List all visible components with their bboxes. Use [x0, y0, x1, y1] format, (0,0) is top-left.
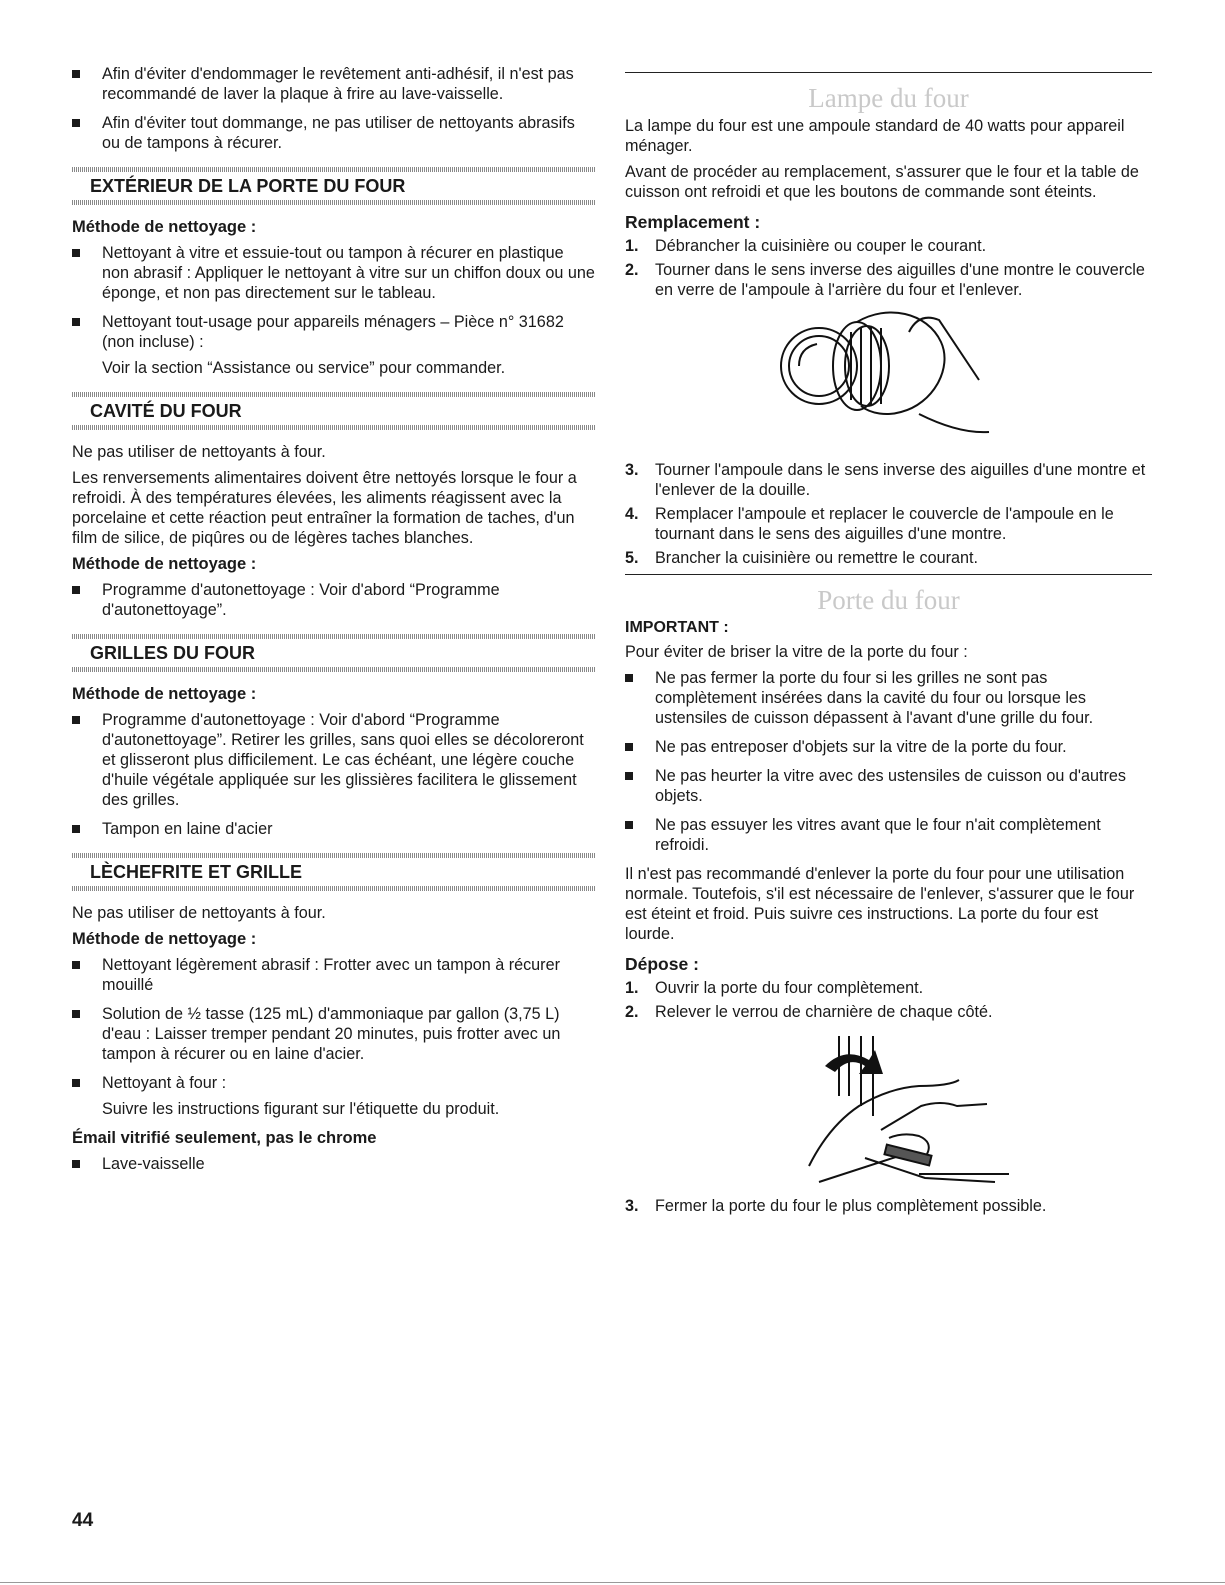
section-title-lamp: Lampe du four: [808, 83, 969, 113]
list-item-text: Nettoyant à four :: [102, 1074, 227, 1092]
divider: [625, 574, 1152, 575]
list-item: Afin d'éviter tout dommange, ne pas utiliser de nettoyants abrasifs ou de tampons à récurer.: [72, 113, 595, 153]
section-header-broiler: [72, 853, 595, 891]
list-item: Solution de ½ tasse (125 mL) d'ammoniaque par gallon (3,75 L) d'eau : Laisser tremper pendant 20 minutes, puis frotter avec un tampon à récurer ou en laine d'acier.: [72, 1004, 595, 1064]
paragraph: Ne pas utiliser de nettoyants à four.: [72, 443, 326, 461]
list-item: Ne pas heurter la vitre avec des ustensiles de cuisson ou d'autres objets.: [625, 766, 1152, 806]
page-number: 44: [72, 1510, 94, 1531]
divider: [625, 72, 1152, 73]
section-title: GRILLES DU FOUR: [90, 643, 255, 663]
subheading-removal: Dépose :: [625, 954, 699, 974]
step-item: 5. Brancher la cuisinière ou remettre le courant.: [625, 549, 979, 567]
method-label: Méthode de nettoyage :: [72, 685, 257, 703]
paragraph: Avant de procéder au remplacement, s'assurer que le four et la table de cuisson ont refroidi et que les boutons de commande sont éteints.: [625, 163, 1139, 201]
step-item: 1. Débrancher la cuisinière ou couper le courant.: [625, 237, 987, 255]
step-item: 3. Fermer la porte du four le plus complètement possible.: [625, 1197, 1047, 1215]
enamel-heading: Émail vitrifié seulement, pas le chrome: [72, 1129, 377, 1147]
list-item: [72, 1073, 595, 1119]
method-label: Méthode de nettoyage :: [72, 218, 257, 236]
sub-note: Suivre les instructions figurant sur l'étiquette du produit.: [102, 1100, 500, 1118]
list-item: Lave-vaisselle: [72, 1154, 595, 1174]
section-title: CAVITÉ DU FOUR: [90, 401, 242, 421]
step-item: 2. Tourner dans le sens inverse des aiguilles d'une montre le couvercle en verre de l'ampoule à l'arrière du four et l'enlever.: [625, 261, 1145, 299]
list-item: Afin d'éviter d'endommager le revêtement anti-adhésif, il n'est pas recommandé de laver la plaque à frire au lave-vaisselle.: [72, 64, 595, 104]
door-exterior-bullets: [72, 243, 595, 378]
step-item: 1. Ouvrir la porte du four complètement.: [625, 979, 924, 997]
enamel-bullets: [72, 1154, 595, 1174]
method-label: Méthode de nettoyage :: [72, 930, 257, 948]
hinge-latch-illustration: [769, 1026, 1009, 1186]
subheading-replacement: Remplacement :: [625, 212, 761, 232]
racks-bullets: [72, 710, 595, 839]
list-item-text: Nettoyant tout-usage pour appareils ménagers – Pièce n° 31682 (non incluse) :: [102, 313, 564, 351]
paragraph: Il n'est pas recommandé d'enlever la porte du four pour une utilisation normale. Toutefois, s'il est nécessaire de l'enlever, s'assurer que le four est éteint et froid. Puis suivre ces instructions. La porte du four est lourde.: [625, 865, 1135, 943]
intro-bullets: [72, 64, 595, 153]
sub-note: Voir la section “Assistance ou service” pour commander.: [102, 359, 506, 377]
paragraph: Les renversements alimentaires doivent être nettoyés lorsque le four a refroidi. À des températures élevées, les aliments réagissent avec la porcelaine et cette réaction peut entraîner la formation de taches, d'un film de silice, de piqûres ou de légères taches blanches.: [72, 469, 577, 547]
section-header-racks: [72, 634, 595, 672]
list-item: Nettoyant à vitre et essuie-tout ou tampon à récurer en plastique non abrasif : Appliquer le nettoyant à vitre sur un chiffon doux ou une éponge, et non pas directement sur le tableau.: [72, 243, 595, 303]
paragraph: Pour éviter de briser la vitre de la porte du four :: [625, 643, 968, 661]
bulb-cover-illustration: [769, 304, 1009, 454]
door-bullets: [625, 668, 1152, 855]
list-item: Programme d'autonettoyage : Voir d'abord “Programme d'autonettoyage”. Retirer les grilles, sans quoi elles se décoloreront et glisseront plus difficilement. Le cas échéant, une légère couche d'huile végétale appliquée sur les glissières facilitera le glissement des grilles.: [72, 710, 595, 810]
list-item: Programme d'autonettoyage : Voir d'abord “Programme d'autonettoyage”.: [72, 580, 595, 620]
right-column: [625, 64, 1152, 1220]
section-title: EXTÉRIEUR DE LA PORTE DU FOUR: [90, 176, 406, 196]
section-header-door-exterior: [72, 167, 595, 205]
list-item: Ne pas entreposer d'objets sur la vitre de la porte du four.: [625, 737, 1152, 757]
lamp-steps: [625, 236, 1152, 300]
list-item: [72, 312, 595, 378]
cavity-bullets: [72, 580, 595, 620]
section-header-cavity: [72, 392, 595, 430]
list-item: Ne pas essuyer les vitres avant que le four n'ait complètement refroidi.: [625, 815, 1152, 855]
step-item: 3. Tourner l'ampoule dans le sens inverse des aiguilles d'une montre et l'enlever de la douille.: [625, 461, 1146, 499]
paragraph: La lampe du four est une ampoule standard de 40 watts pour appareil ménager.: [625, 117, 1125, 155]
left-column: [72, 64, 595, 1183]
step-item: 2. Relever le verrou de charnière de chaque côté.: [625, 1003, 993, 1021]
broiler-bullets: [72, 955, 595, 1119]
bottom-divider: [0, 1582, 1225, 1583]
list-item: Ne pas fermer la porte du four si les grilles ne sont pas complètement insérées dans la cavité du four ou lorsque les ustensiles de cuisson dépassent à l'avant d'une grille du four.: [625, 668, 1152, 728]
list-item: Nettoyant légèrement abrasif : Frotter avec un tampon à récurer mouillé: [72, 955, 595, 995]
list-item: Tampon en laine d'acier: [72, 819, 595, 839]
door-steps: [625, 978, 1152, 1022]
section-title-door: Porte du four: [817, 585, 960, 615]
paragraph: Ne pas utiliser de nettoyants à four.: [72, 904, 326, 922]
step-item: 4. Remplacer l'ampoule et replacer le couvercle de l'ampoule en le tournant dans le sens des aiguilles d'une montre.: [625, 505, 1114, 543]
lamp-steps-cont: [625, 460, 1152, 568]
section-title: LÈCHEFRITE ET GRILLE: [90, 862, 303, 882]
door-steps-cont: [625, 1196, 1152, 1216]
method-label: Méthode de nettoyage :: [72, 555, 257, 573]
important-label: IMPORTANT :: [625, 619, 729, 636]
